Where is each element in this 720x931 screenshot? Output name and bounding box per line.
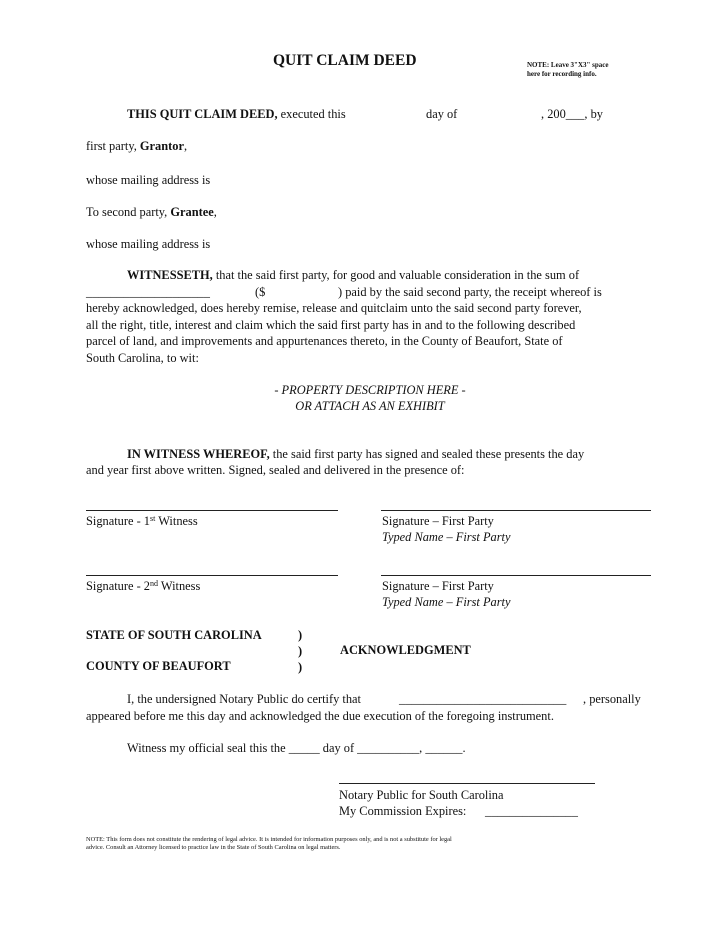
witness1-label bbox=[86, 513, 198, 529]
notary-signature-line[interactable] bbox=[339, 783, 595, 784]
witnesseth-line6: South Carolina, to wit: bbox=[86, 351, 199, 365]
witness2-label-pre: Signature - 2 bbox=[86, 579, 151, 593]
notary-line1-a: I, the undersigned Notary Public do certify that bbox=[127, 692, 361, 706]
document-title: QUIT CLAIM DEED bbox=[273, 52, 417, 69]
recording-note-line1: NOTE: Leave 3"X3" space bbox=[527, 61, 609, 69]
state-paren: ) bbox=[298, 628, 303, 642]
witnesseth-line4: all the right, title, interest and claim which the said first party has in and to the following described bbox=[86, 318, 576, 332]
notary-line1-b: , personally bbox=[583, 692, 641, 706]
intro-line bbox=[127, 106, 346, 122]
grantor-label: Grantor bbox=[139, 139, 184, 153]
state-label: STATE OF SOUTH CAROLINA bbox=[86, 628, 262, 642]
party2-label: Signature – First Party bbox=[382, 579, 494, 593]
witness1-label-post: Witness bbox=[155, 514, 198, 528]
grantee-comma: , bbox=[213, 205, 217, 219]
witness1-label-sup: st bbox=[150, 514, 156, 523]
legal-disclaimer bbox=[86, 836, 656, 853]
official-seal-line: Witness my official seal this the _____ day of __________, ______. bbox=[127, 741, 466, 755]
party2-signature-line[interactable] bbox=[381, 575, 651, 576]
county-paren: ) bbox=[298, 660, 303, 674]
notary-public-label: Notary Public for South Carolina bbox=[339, 788, 504, 802]
middle-paren: ) bbox=[298, 644, 303, 658]
consideration-blank: ____________________ bbox=[86, 285, 210, 299]
legal-disclaimer-line1: NOTE: This form does not constitute the rendering of legal advice. It is intended for information purposes only, and is not a substitute for legal bbox=[86, 836, 452, 843]
witnesseth-line1 bbox=[127, 267, 655, 283]
in-witness-line1-text: the said first party has signed and sealed these presents the day bbox=[272, 447, 585, 461]
witness1-signature-line[interactable] bbox=[86, 510, 338, 511]
property-line1: - PROPERTY DESCRIPTION HERE - bbox=[274, 383, 466, 397]
party1-signature-line[interactable] bbox=[381, 510, 651, 511]
commission-label: My Commission Expires: bbox=[339, 804, 467, 818]
property-line2: OR ATTACH AS AN EXHIBIT bbox=[295, 399, 445, 413]
typed2-label: Typed Name – First Party bbox=[382, 595, 511, 609]
witnesseth-line3: hereby acknowledged, does hereby remise, release and quitclaim unto the said second party forever, bbox=[86, 301, 582, 315]
intro-executed: executed this bbox=[280, 107, 346, 121]
intro-bold: THIS QUIT CLAIM DEED, bbox=[127, 107, 278, 121]
in-witness-bold: IN WITNESS WHEREOF, bbox=[127, 447, 270, 461]
property-description bbox=[200, 382, 540, 414]
notary-line1-blank: ___________________________ bbox=[399, 692, 567, 706]
in-witness-line1 bbox=[127, 446, 584, 462]
first-party-text: first party, bbox=[86, 139, 137, 153]
witnesseth-bold: WITNESSETH, bbox=[127, 268, 213, 282]
witnesseth-line2-rest: ) paid by the said second party, the receipt whereof is bbox=[338, 285, 602, 299]
recording-note-line2: here for recording info. bbox=[527, 70, 597, 78]
commission-blank: _______________ bbox=[485, 804, 578, 818]
witness1-label-pre: Signature - 1 bbox=[86, 514, 151, 528]
grantee-mailing-address: whose mailing address is bbox=[86, 237, 211, 251]
grantee-label: Grantee bbox=[170, 205, 214, 219]
acknowledgment-heading: ACKNOWLEDGMENT bbox=[340, 643, 471, 657]
witnesseth-line2 bbox=[86, 284, 210, 300]
county-label: COUNTY OF BEAUFORT bbox=[86, 659, 231, 673]
witness2-label bbox=[86, 578, 200, 594]
grantor-comma: , bbox=[183, 139, 188, 153]
intro-day-of: day of bbox=[426, 107, 458, 121]
witnesseth-paren: ($ bbox=[255, 285, 266, 299]
witnesseth-line5: parcel of land, and improvements and appurtenances thereto, in the County of Beaufort, State of bbox=[86, 334, 563, 348]
in-witness-line2: and year first above written. Signed, sealed and delivered in the presence of: bbox=[86, 463, 465, 477]
witnesseth-line1-text: that the said first party, for good and valuable consideration in the sum of bbox=[215, 268, 580, 282]
grantee-line bbox=[86, 204, 217, 220]
grantor-line bbox=[86, 138, 187, 154]
legal-disclaimer-line2: advice. Consult an Attorney licensed to practice law in the State of South Carolina on legal matters. bbox=[86, 844, 341, 852]
typed1-label: Typed Name – First Party bbox=[382, 530, 511, 544]
witness2-label-sup: nd bbox=[150, 579, 159, 588]
party1-label: Signature – First Party bbox=[382, 514, 494, 528]
second-party-text: To second party, bbox=[86, 205, 168, 219]
witness2-label-post: Witness bbox=[158, 579, 201, 593]
intro-year: , 200___, by bbox=[541, 107, 603, 121]
recording-note bbox=[527, 61, 608, 79]
witness2-signature-line[interactable] bbox=[86, 575, 338, 576]
notary-line2: appeared before me this day and acknowledged the due execution of the foregoing instrument. bbox=[86, 709, 554, 723]
grantor-mailing-address: whose mailing address is bbox=[86, 173, 211, 187]
